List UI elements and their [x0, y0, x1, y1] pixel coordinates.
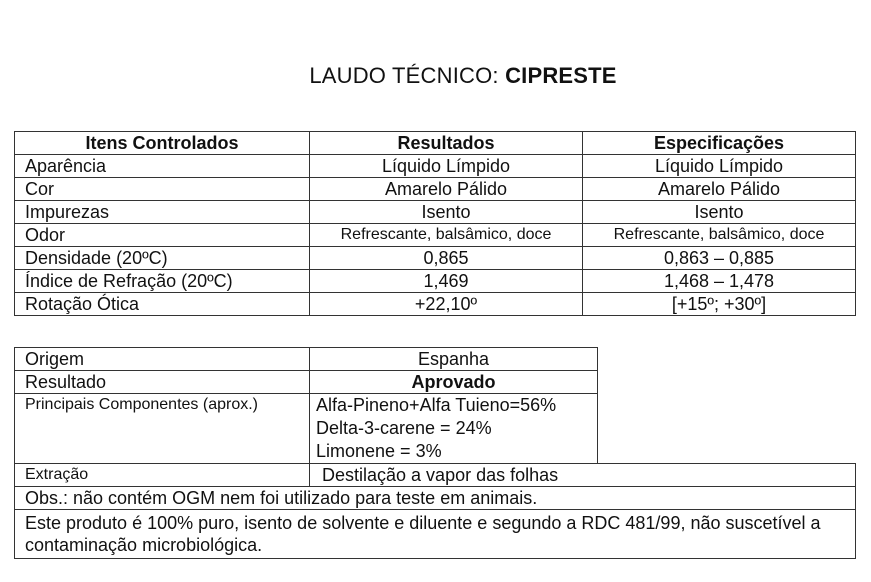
empty-cell [598, 348, 856, 371]
document-title [0, 63, 871, 89]
item-cell: Aparência [15, 155, 310, 178]
item-cell: Rotação Ótica [15, 293, 310, 316]
item-cell: Cor [15, 178, 310, 201]
header-items: Itens Controlados [15, 132, 310, 155]
result-cell: Amarelo Pálido [310, 178, 583, 201]
result-value: Aprovado [310, 371, 598, 394]
table-row [15, 178, 856, 201]
result-label: Resultado [15, 371, 310, 394]
purity-note: Este produto é 100% puro, isento de solvente e diluente e segundo a RDC 481/99, não suscetível a contaminação microbiológica. [15, 510, 856, 559]
result-cell: Refrescante, balsâmico, doce [310, 224, 583, 247]
title-product: CIPRESTE [505, 63, 617, 88]
table-row [15, 293, 856, 316]
empty-cell [598, 394, 856, 464]
components-row [15, 394, 856, 464]
table-row [15, 201, 856, 224]
note-row [15, 510, 856, 559]
component-item: Delta-3-carene = 24% [316, 418, 492, 438]
component-item: Limonene = 3% [316, 441, 442, 461]
extraction-value: Destilação a vapor das folhas [310, 464, 856, 487]
result-cell: Isento [310, 201, 583, 224]
spec-cell: 1,468 – 1,478 [583, 270, 856, 293]
result-cell: 1,469 [310, 270, 583, 293]
empty-cell [598, 371, 856, 394]
header-specs: Especificações [583, 132, 856, 155]
origin-label: Origem [15, 348, 310, 371]
extraction-row [15, 464, 856, 487]
result-row [15, 371, 856, 394]
table-row [15, 270, 856, 293]
header-results: Resultados [310, 132, 583, 155]
spec-cell: Refrescante, balsâmico, doce [583, 224, 856, 247]
spec-cell: Isento [583, 201, 856, 224]
obs-row [15, 487, 856, 510]
result-cell: +22,10º [310, 293, 583, 316]
specs-table [14, 131, 856, 316]
spec-cell: [+15º; +30º] [583, 293, 856, 316]
obs-text: Obs.: não contém OGM nem foi utilizado para teste em animais. [15, 487, 856, 510]
origin-value: Espanha [310, 348, 598, 371]
spec-cell: Líquido Límpido [583, 155, 856, 178]
item-cell: Impurezas [15, 201, 310, 224]
spec-cell: Amarelo Pálido [583, 178, 856, 201]
item-cell: Densidade (20ºC) [15, 247, 310, 270]
extraction-label: Extração [15, 464, 310, 487]
table-row [15, 155, 856, 178]
table-row [15, 224, 856, 247]
result-cell: Líquido Límpido [310, 155, 583, 178]
components-list [310, 394, 598, 464]
origin-row [15, 348, 856, 371]
result-cell: 0,865 [310, 247, 583, 270]
table-row [15, 247, 856, 270]
table-header-row [15, 132, 856, 155]
components-label: Principais Componentes (aprox.) [15, 394, 310, 464]
details-table [14, 347, 856, 559]
item-cell: Índice de Refração (20ºC) [15, 270, 310, 293]
item-cell: Odor [15, 224, 310, 247]
title-prefix: LAUDO TÉCNICO: [309, 63, 506, 88]
spec-cell: 0,863 – 0,885 [583, 247, 856, 270]
component-item: Alfa-Pineno+Alfa Tuieno=56% [316, 395, 557, 415]
